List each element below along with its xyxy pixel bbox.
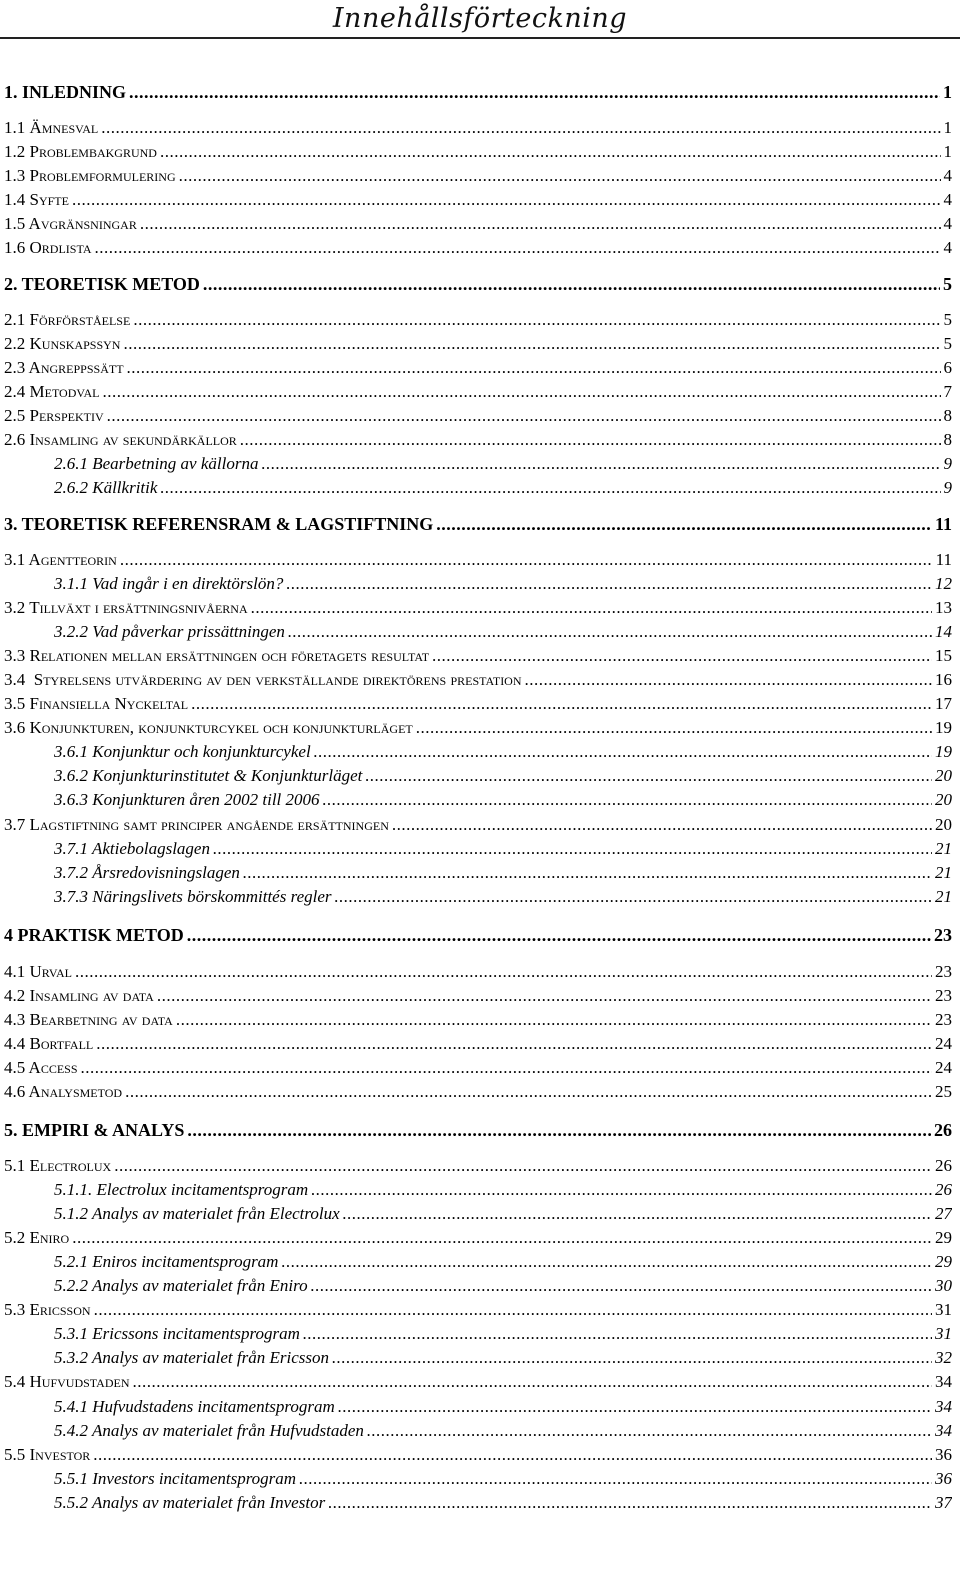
toc-entry-page: 17 [935, 694, 952, 713]
toc-entry[interactable] [0, 694, 952, 714]
toc-entry-page: 14 [935, 622, 952, 641]
dot-leader [93, 1445, 932, 1465]
toc-entry[interactable] [0, 574, 952, 594]
toc-entry-title: 3.2.2 Vad påverkar prissättningen [54, 622, 285, 641]
dot-leader [72, 1228, 932, 1248]
toc-entry-title: 5. EMPIRI & ANALYS [4, 1120, 185, 1140]
toc-entry-page: 36 [935, 1445, 952, 1464]
toc-entry[interactable] [0, 1421, 952, 1441]
dot-leader [314, 742, 932, 762]
toc-entry[interactable] [0, 815, 952, 835]
toc-entry-page: 23 [934, 925, 952, 945]
toc-entry-page: 4 [943, 190, 952, 209]
toc-entry[interactable] [0, 925, 952, 945]
dot-leader [107, 406, 941, 426]
toc-entry-page: 30 [935, 1276, 952, 1295]
toc-entry[interactable] [0, 1300, 952, 1320]
toc-entry[interactable] [0, 1276, 952, 1296]
dot-leader [286, 574, 932, 594]
toc-entry-title: 3.3 Relationen mellan ersättningen och företagets resultat [4, 646, 430, 665]
toc-entry-page: 26 [935, 1156, 952, 1175]
toc-entry-title: 5.4 Hufvudstaden [4, 1372, 130, 1391]
toc-entry-title: 5.5 Investor [4, 1445, 91, 1464]
toc-entry[interactable] [0, 1469, 952, 1489]
toc-entry-title: 1.4 Syfte [4, 190, 69, 209]
toc-entry-page: 1 [943, 142, 952, 161]
toc-entry-page: 27 [935, 1204, 952, 1223]
toc-entry-title: 2.6.1 Bearbetning av källorna [54, 454, 259, 473]
toc-entry-page: 23 [935, 962, 952, 981]
toc-entry[interactable] [0, 274, 952, 294]
toc-entry-title: 5.5.2 Analys av materialet från Investor [54, 1493, 326, 1512]
toc-entry-title: 2.5 Perspektiv [4, 406, 104, 425]
toc-entry-title: 3.6.1 Konjunktur och konjunkturcykel [54, 742, 311, 761]
toc-entry[interactable] [0, 766, 952, 786]
toc-entry-title: 5.3.2 Analys av materialet från Ericsson [54, 1348, 329, 1367]
dot-leader [133, 310, 940, 330]
toc-entry[interactable] [0, 962, 952, 982]
dot-leader [120, 550, 933, 570]
toc-entry[interactable] [0, 358, 952, 378]
dot-leader [191, 694, 932, 714]
toc-entry-page: 4 [943, 166, 952, 185]
toc-entry-page: 29 [935, 1252, 952, 1271]
toc-entry-title: 3. TEORETISK REFERENSRAM & LAGSTIFTNING [4, 514, 434, 534]
toc-entry-title: 1.6 Ordlista [4, 238, 92, 257]
toc-entry-title: 4.1 Urval [4, 962, 72, 981]
dot-leader [176, 1010, 932, 1030]
toc-entry-title: 4.2 Insamling av data [4, 986, 154, 1005]
toc-entry-title: 5.4.1 Hufvudstadens incitamentsprogram [54, 1397, 335, 1416]
dot-leader [335, 887, 933, 907]
toc-entry-page: 36 [935, 1469, 952, 1488]
toc-entry-title: 5.5.1 Investors incitamentsprogram [54, 1469, 297, 1488]
dot-leader [129, 82, 940, 102]
toc-entry-title: 4 PRAKTISK METOD [4, 925, 184, 945]
dot-leader [133, 1372, 933, 1392]
toc-entry-title: 4.6 Analysmetod [4, 1082, 123, 1101]
dot-leader [432, 646, 932, 666]
dot-leader [240, 430, 941, 450]
toc-entry-page: 19 [935, 742, 952, 761]
toc-entry-title: 5.1 Electrolux [4, 1156, 112, 1175]
toc-entry-title: 5.2 Eniro [4, 1228, 70, 1247]
toc-entry-title: 3.7 Lagstiftning samt principer angående ersättningen [4, 815, 389, 834]
toc-entry-page: 7 [943, 382, 952, 401]
dot-leader [213, 839, 932, 859]
toc-entry-page: 32 [935, 1348, 952, 1367]
dot-leader [101, 118, 940, 138]
dot-leader [203, 274, 940, 294]
toc-entry-title: 2.3 Angreppssätt [4, 358, 124, 377]
toc-entry[interactable] [0, 646, 952, 666]
toc-entry[interactable] [0, 598, 952, 618]
toc-entry-page: 5 [943, 310, 952, 329]
toc-entry-title: 3.7.3 Näringslivets börskommittés regler [54, 887, 332, 906]
toc-entry[interactable] [0, 1228, 952, 1248]
toc-entry-page: 16 [935, 670, 952, 689]
dot-leader [243, 863, 932, 883]
toc-entry[interactable] [0, 1397, 952, 1417]
toc-entry[interactable] [0, 1120, 952, 1140]
toc-entry-title: 2.6.2 Källkritik [54, 478, 158, 497]
toc-entry-title: 4.3 Bearbetning av data [4, 1010, 173, 1029]
dot-leader [311, 1276, 932, 1296]
toc-entry-page: 11 [934, 514, 952, 534]
dot-leader [436, 514, 932, 534]
toc-entry-page: 5 [943, 334, 952, 353]
toc-entry-page: 15 [935, 646, 952, 665]
toc-entry-page: 24 [935, 1058, 952, 1077]
toc-entry-page: 23 [935, 986, 952, 1005]
toc-entry-title: 5.1.1. Electrolux incitamentsprogram [54, 1180, 309, 1199]
toc-entry-page: 5 [943, 274, 952, 294]
toc-entry-page: 19 [935, 718, 952, 737]
toc-entry-page: 25 [935, 1082, 952, 1101]
toc-entry[interactable] [0, 1034, 952, 1054]
toc-entry-page: 21 [935, 839, 952, 858]
toc-entry-page: 23 [935, 1010, 952, 1029]
toc-entry-title: 1.2 Problembakgrund [4, 142, 157, 161]
toc-entry[interactable] [0, 986, 952, 1006]
toc-entry-page: 24 [935, 1034, 952, 1053]
dot-leader [288, 622, 932, 642]
toc-entry[interactable] [0, 1493, 952, 1513]
toc-entry-title: 3.6.2 Konjunkturinstitutet & Konjunkturläget [54, 766, 363, 785]
toc-entry[interactable] [0, 382, 952, 402]
toc-entry[interactable] [0, 622, 952, 642]
toc-entry[interactable] [0, 1058, 952, 1078]
toc-entry[interactable] [0, 142, 952, 162]
dot-leader [311, 1180, 932, 1200]
toc-entry-page: 11 [935, 550, 952, 569]
toc-entry[interactable] [0, 839, 952, 859]
dot-leader [160, 478, 940, 498]
toc-entry-page: 1 [943, 118, 952, 137]
dot-leader [75, 962, 932, 982]
dot-leader [187, 925, 931, 945]
toc-entry-page: 37 [935, 1493, 952, 1512]
toc-entry-title: 1. INLEDNING [4, 82, 127, 102]
toc-entry-page: 29 [935, 1228, 952, 1247]
toc-entry-title: 3.6.3 Konjunkturen åren 2002 till 2006 [54, 790, 320, 809]
toc-entry-page: 20 [935, 815, 952, 834]
dot-leader [392, 815, 932, 835]
toc-entry-page: 12 [935, 574, 952, 593]
toc-entry-page: 9 [943, 478, 952, 497]
dot-leader [72, 190, 941, 210]
dot-leader [160, 142, 941, 162]
toc-entry-page: 34 [935, 1372, 952, 1391]
dot-leader [123, 334, 940, 354]
toc-entry-page: 20 [935, 790, 952, 809]
dot-leader [96, 1034, 932, 1054]
dot-leader [365, 766, 932, 786]
toc-entry-title: 5.1.2 Analys av materialet från Electrolux [54, 1204, 340, 1223]
toc-entry-title: 4.4 Bortfall [4, 1034, 94, 1053]
toc-entry[interactable] [0, 310, 952, 330]
toc-entry-page: 34 [935, 1397, 952, 1416]
toc-entry-title: 3.4 Styrelsens utvärdering av den verkställande direktörens prestation [4, 670, 522, 689]
toc-entry-title: 3.1.1 Vad ingår i en direktörslön? [54, 574, 284, 593]
toc-entry-title: 1.5 Avgränsningar [4, 214, 137, 233]
toc-entry-title: 3.1 Agentteorin [4, 550, 117, 569]
toc-entry-title: 1.3 Problemformulering [4, 166, 176, 185]
toc-entry-title: 5.3.1 Ericssons incitamentsprogram [54, 1324, 300, 1343]
toc-entry-page: 8 [943, 430, 952, 449]
dot-leader [103, 382, 941, 402]
toc-entry[interactable] [0, 1156, 952, 1176]
toc-entry[interactable] [0, 863, 952, 883]
toc-entry[interactable] [0, 478, 952, 498]
toc-entry-title: 2.2 Kunskapssyn [4, 334, 121, 353]
toc-entry[interactable] [0, 718, 952, 738]
dot-leader [367, 1421, 932, 1441]
toc-entry-page: 1 [943, 82, 952, 102]
toc-entry[interactable] [0, 550, 952, 570]
dot-leader [140, 214, 941, 234]
dot-leader [323, 790, 932, 810]
toc-entry-title: 1.1 Ämnesval [4, 118, 99, 137]
toc-entry-title: 2. TEORETISK METOD [4, 274, 200, 294]
toc-entry[interactable] [0, 1204, 952, 1224]
toc-entry-title: 2.1 Förförståelse [4, 310, 131, 329]
dot-leader [179, 166, 941, 186]
toc-entry-page: 20 [935, 766, 952, 785]
toc-entry[interactable] [0, 1372, 952, 1392]
toc-entry-title: 2.6 Insamling av sekundärkällor [4, 430, 237, 449]
dot-leader [157, 986, 932, 1006]
toc-entry[interactable] [0, 190, 952, 210]
toc-entry-title: 5.2.2 Analys av materialet från Eniro [54, 1276, 308, 1295]
toc-entry-title: 3.6 Konjunkturen, konjunkturcykel och konjunkturläget [4, 718, 413, 737]
toc-entry-title: 5.4.2 Analys av materialet från Hufvudstaden [54, 1421, 364, 1440]
toc-entry-page: 31 [935, 1300, 952, 1319]
toc-entry-title: 2.4 Metodval [4, 382, 100, 401]
toc-entry[interactable] [0, 742, 952, 762]
dot-leader [127, 358, 941, 378]
toc-entry-title: 3.2 Tillväxt i ersättningsnivåerna [4, 598, 248, 617]
dot-leader [261, 454, 940, 474]
toc-entry-title: 3.5 Finansiella Nyckeltal [4, 694, 189, 713]
toc-entry[interactable] [0, 166, 952, 186]
dot-leader [328, 1493, 932, 1513]
dot-leader [94, 1300, 932, 1320]
toc-entry-title: 5.2.1 Eniros incitamentsprogram [54, 1252, 279, 1271]
toc-entry-page: 13 [935, 598, 952, 617]
dot-leader [125, 1082, 932, 1102]
toc-entry[interactable] [0, 214, 952, 234]
dot-leader [332, 1348, 932, 1368]
toc-entry-page: 6 [943, 358, 952, 377]
toc-entry[interactable] [0, 118, 952, 138]
toc-entry[interactable] [0, 454, 952, 474]
dot-leader [187, 1120, 931, 1140]
toc-entry-title: 3.7.1 Aktiebolagslagen [54, 839, 210, 858]
dot-leader [525, 670, 932, 690]
toc-entry-page: 4 [943, 214, 952, 233]
toc-entry-title: 3.7.2 Årsredovisningslagen [54, 863, 240, 882]
toc-entry[interactable] [0, 238, 952, 258]
dot-leader [303, 1324, 932, 1344]
toc-entry[interactable] [0, 1252, 952, 1272]
toc-entry[interactable] [0, 1082, 952, 1102]
toc-entry[interactable] [0, 670, 952, 690]
toc-entry[interactable] [0, 790, 952, 810]
toc-entry[interactable] [0, 887, 952, 907]
toc-entry[interactable] [0, 1348, 952, 1368]
toc-entry-page: 21 [935, 887, 952, 906]
dot-leader [251, 598, 932, 618]
toc-entry[interactable] [0, 82, 952, 102]
toc-entry[interactable] [0, 406, 952, 426]
toc-entry-title: 4.5 Access [4, 1058, 78, 1077]
dot-leader [299, 1469, 932, 1489]
dot-leader [94, 238, 940, 258]
dot-leader [338, 1397, 932, 1417]
toc-entry-page: 21 [935, 863, 952, 882]
toc-entry-page: 4 [943, 238, 952, 257]
toc-entry[interactable] [0, 334, 952, 354]
toc-entry[interactable] [0, 1180, 952, 1200]
toc-entry-page: 34 [935, 1421, 952, 1440]
toc-entry[interactable] [0, 1010, 952, 1030]
toc-entry[interactable] [0, 514, 952, 534]
title-divider [0, 37, 960, 39]
toc-entry-page: 31 [935, 1324, 952, 1343]
toc-entry-page: 26 [935, 1180, 952, 1199]
dot-leader [114, 1156, 932, 1176]
dot-leader [281, 1252, 932, 1272]
toc-entry-page: 8 [943, 406, 952, 425]
page-title: Innehållsförteckning [332, 3, 628, 34]
toc-entry-page: 9 [943, 454, 952, 473]
dot-leader [343, 1204, 932, 1224]
dot-leader [81, 1058, 932, 1078]
toc-entry[interactable] [0, 1324, 952, 1344]
dot-leader [416, 718, 932, 738]
toc-entry-title: 5.3 Ericsson [4, 1300, 91, 1319]
toc-entry[interactable] [0, 430, 952, 450]
toc-entry[interactable] [0, 1445, 952, 1465]
toc-entry-page: 26 [934, 1120, 952, 1140]
